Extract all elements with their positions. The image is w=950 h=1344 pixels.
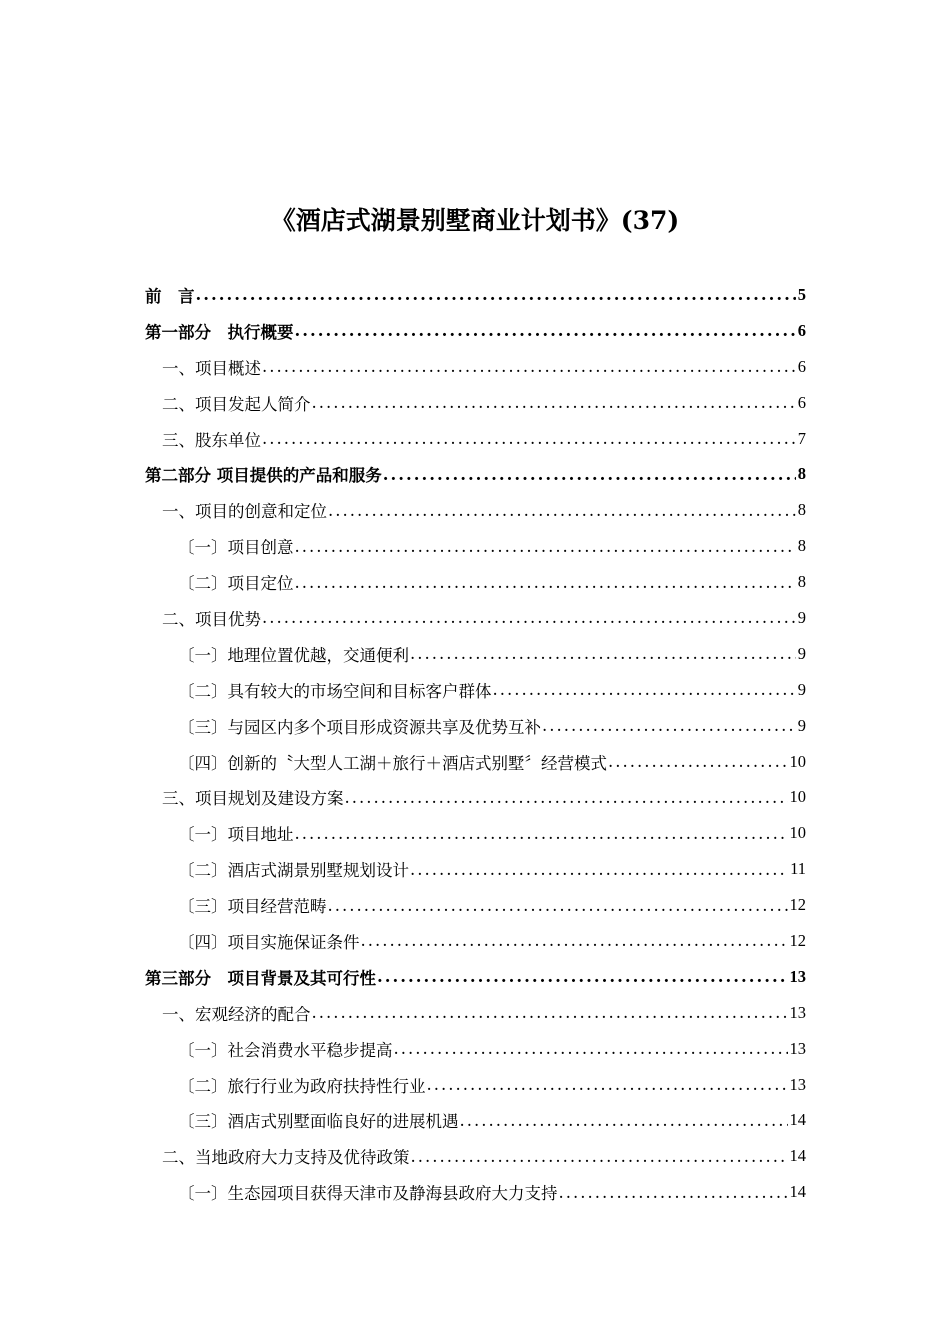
toc-entry[interactable] xyxy=(145,492,806,528)
document-title: 《酒店式湖景别墅商业计划书》(37) xyxy=(270,206,680,235)
toc-entry[interactable] xyxy=(145,600,806,636)
toc-entry-label: 二、项目发起人简介 xyxy=(162,394,311,414)
toc-entry-page-number: 13 xyxy=(789,1038,806,1058)
toc-entry[interactable] xyxy=(145,1138,806,1174)
toc-entry-page-number: 10 xyxy=(789,823,806,843)
toc-entry-label: 一、项目概述 xyxy=(162,358,261,378)
toc-entry-page-number: 8 xyxy=(797,536,806,556)
toc-entry-label: 〔一〕社会消费水平稳步提高 xyxy=(178,1040,393,1060)
toc-dot-leader xyxy=(410,644,796,663)
toc-dot-leader xyxy=(295,321,796,340)
toc-entry-page-number: 6 xyxy=(797,356,806,376)
toc-entry[interactable] xyxy=(145,421,806,457)
toc-dot-leader xyxy=(493,680,796,699)
toc-dot-leader xyxy=(608,752,788,771)
toc-dot-leader xyxy=(410,860,788,879)
toc-entry[interactable] xyxy=(145,923,806,959)
toc-entry[interactable] xyxy=(145,277,806,313)
toc-dot-leader xyxy=(377,967,788,986)
toc-dot-leader xyxy=(196,285,796,304)
toc-entry-page-number: 7 xyxy=(797,428,806,448)
toc-entry[interactable] xyxy=(145,959,806,995)
toc-entry-label: 〔四〕创新的〝大型人工湖＋旅行＋酒店式别墅〞经营模式 xyxy=(178,753,607,773)
toc-entry-label: 第三部分 项目背景及其可行性 xyxy=(145,968,376,988)
toc-entry-label: 〔一〕项目地址 xyxy=(178,825,294,845)
toc-entry-label: 〔二〕旅行行业为政府扶持性行业 xyxy=(178,1076,426,1096)
toc-dot-leader xyxy=(262,608,796,627)
toc-entry-label: 〔二〕具有较大的市场空间和目标客户群体 xyxy=(178,681,492,701)
toc-dot-leader xyxy=(295,824,788,843)
toc-dot-leader xyxy=(361,931,788,950)
toc-entry-page-number: 12 xyxy=(789,895,806,915)
table-of-contents xyxy=(145,277,806,1210)
toc-dot-leader xyxy=(559,1183,788,1202)
toc-entry[interactable] xyxy=(145,851,806,887)
toc-entry[interactable] xyxy=(145,744,806,780)
toc-dot-leader xyxy=(394,1039,788,1058)
toc-entry[interactable] xyxy=(145,779,806,815)
toc-entry[interactable] xyxy=(145,672,806,708)
toc-dot-leader xyxy=(542,716,796,735)
toc-entry-label: 前 言 xyxy=(145,286,195,306)
toc-entry-page-number: 10 xyxy=(789,787,806,807)
toc-entry-page-number: 8 xyxy=(797,572,806,592)
toc-entry-page-number: 6 xyxy=(797,320,806,340)
toc-dot-leader xyxy=(427,1075,788,1094)
toc-entry-label: 〔三〕酒店式别墅面临良好的进展机遇 xyxy=(178,1112,459,1132)
toc-entry-label: 〔四〕项目实施保证条件 xyxy=(178,932,360,952)
toc-dot-leader xyxy=(262,357,796,376)
toc-entry-label: 〔一〕地理位置优越，交通便利 xyxy=(178,645,409,665)
toc-entry[interactable] xyxy=(145,528,806,564)
toc-entry[interactable] xyxy=(145,815,806,851)
toc-entry[interactable] xyxy=(145,1067,806,1103)
toc-entry-label: 一、项目的创意和定位 xyxy=(162,502,327,522)
toc-dot-leader xyxy=(312,1003,788,1022)
toc-entry[interactable] xyxy=(145,313,806,349)
toc-entry-page-number: 13 xyxy=(789,1074,806,1094)
toc-entry-page-number: 14 xyxy=(789,1182,806,1202)
toc-entry-page-number: 13 xyxy=(789,966,806,986)
toc-dot-leader xyxy=(312,393,796,412)
toc-dot-leader xyxy=(295,537,796,556)
toc-entry-page-number: 14 xyxy=(789,1146,806,1166)
toc-entry-page-number: 9 xyxy=(797,643,806,663)
toc-dot-leader xyxy=(328,501,796,520)
toc-entry[interactable] xyxy=(145,385,806,421)
toc-entry-page-number: 5 xyxy=(797,284,806,304)
toc-dot-leader xyxy=(460,1111,788,1130)
toc-entry-label: 〔三〕项目经营范畴 xyxy=(178,897,327,917)
toc-entry-label: 三、项目规划及建设方案 xyxy=(162,789,344,809)
toc-entry[interactable] xyxy=(145,456,806,492)
toc-entry-page-number: 13 xyxy=(789,1002,806,1022)
toc-dot-leader xyxy=(262,429,796,448)
toc-entry[interactable] xyxy=(145,1174,806,1210)
toc-entry[interactable] xyxy=(145,708,806,744)
toc-entry-page-number: 9 xyxy=(797,607,806,627)
toc-entry-label: 〔二〕项目定位 xyxy=(178,574,294,594)
toc-entry[interactable] xyxy=(145,1102,806,1138)
toc-entry-page-number: 8 xyxy=(797,500,806,520)
toc-entry-page-number: 10 xyxy=(789,751,806,771)
toc-entry-label: 〔一〕项目创意 xyxy=(178,538,294,558)
toc-entry-label: 第一部分 执行概要 xyxy=(145,322,294,342)
toc-entry[interactable] xyxy=(145,636,806,672)
toc-entry-label: 二、项目优势 xyxy=(162,609,261,629)
toc-entry-label: 二、当地政府大力支持及优待政策 xyxy=(162,1148,410,1168)
toc-entry-label: 〔三〕与园区内多个项目形成资源共享及优势互补 xyxy=(178,717,541,737)
toc-entry[interactable] xyxy=(145,887,806,923)
toc-entry-label: 〔二〕酒店式湖景别墅规划设计 xyxy=(178,861,409,881)
toc-entry-page-number: 9 xyxy=(797,715,806,735)
toc-entry-label: 一、宏观经济的配合 xyxy=(162,1004,311,1024)
toc-entry-label: 三、股东单位 xyxy=(162,430,261,450)
toc-dot-leader xyxy=(328,896,788,915)
toc-entry-page-number: 14 xyxy=(789,1110,806,1130)
toc-dot-leader xyxy=(295,573,796,592)
toc-dot-leader xyxy=(411,1147,788,1166)
toc-entry-page-number: 8 xyxy=(797,464,806,484)
toc-dot-leader xyxy=(345,788,788,807)
toc-entry-page-number: 12 xyxy=(789,930,806,950)
toc-entry-page-number: 9 xyxy=(797,679,806,699)
toc-entry-label: 第二部分 项目提供的产品和服务 xyxy=(145,466,382,486)
toc-dot-leader xyxy=(383,465,796,484)
toc-entry-page-number: 6 xyxy=(797,392,806,412)
toc-entry[interactable] xyxy=(145,349,806,385)
toc-entry[interactable] xyxy=(145,564,806,600)
toc-entry[interactable] xyxy=(145,995,806,1031)
toc-entry-label: 〔一〕生态园项目获得天津市及静海县政府大力支持 xyxy=(178,1184,558,1204)
toc-entry[interactable] xyxy=(145,1031,806,1067)
toc-entry-page-number: 11 xyxy=(790,859,806,879)
